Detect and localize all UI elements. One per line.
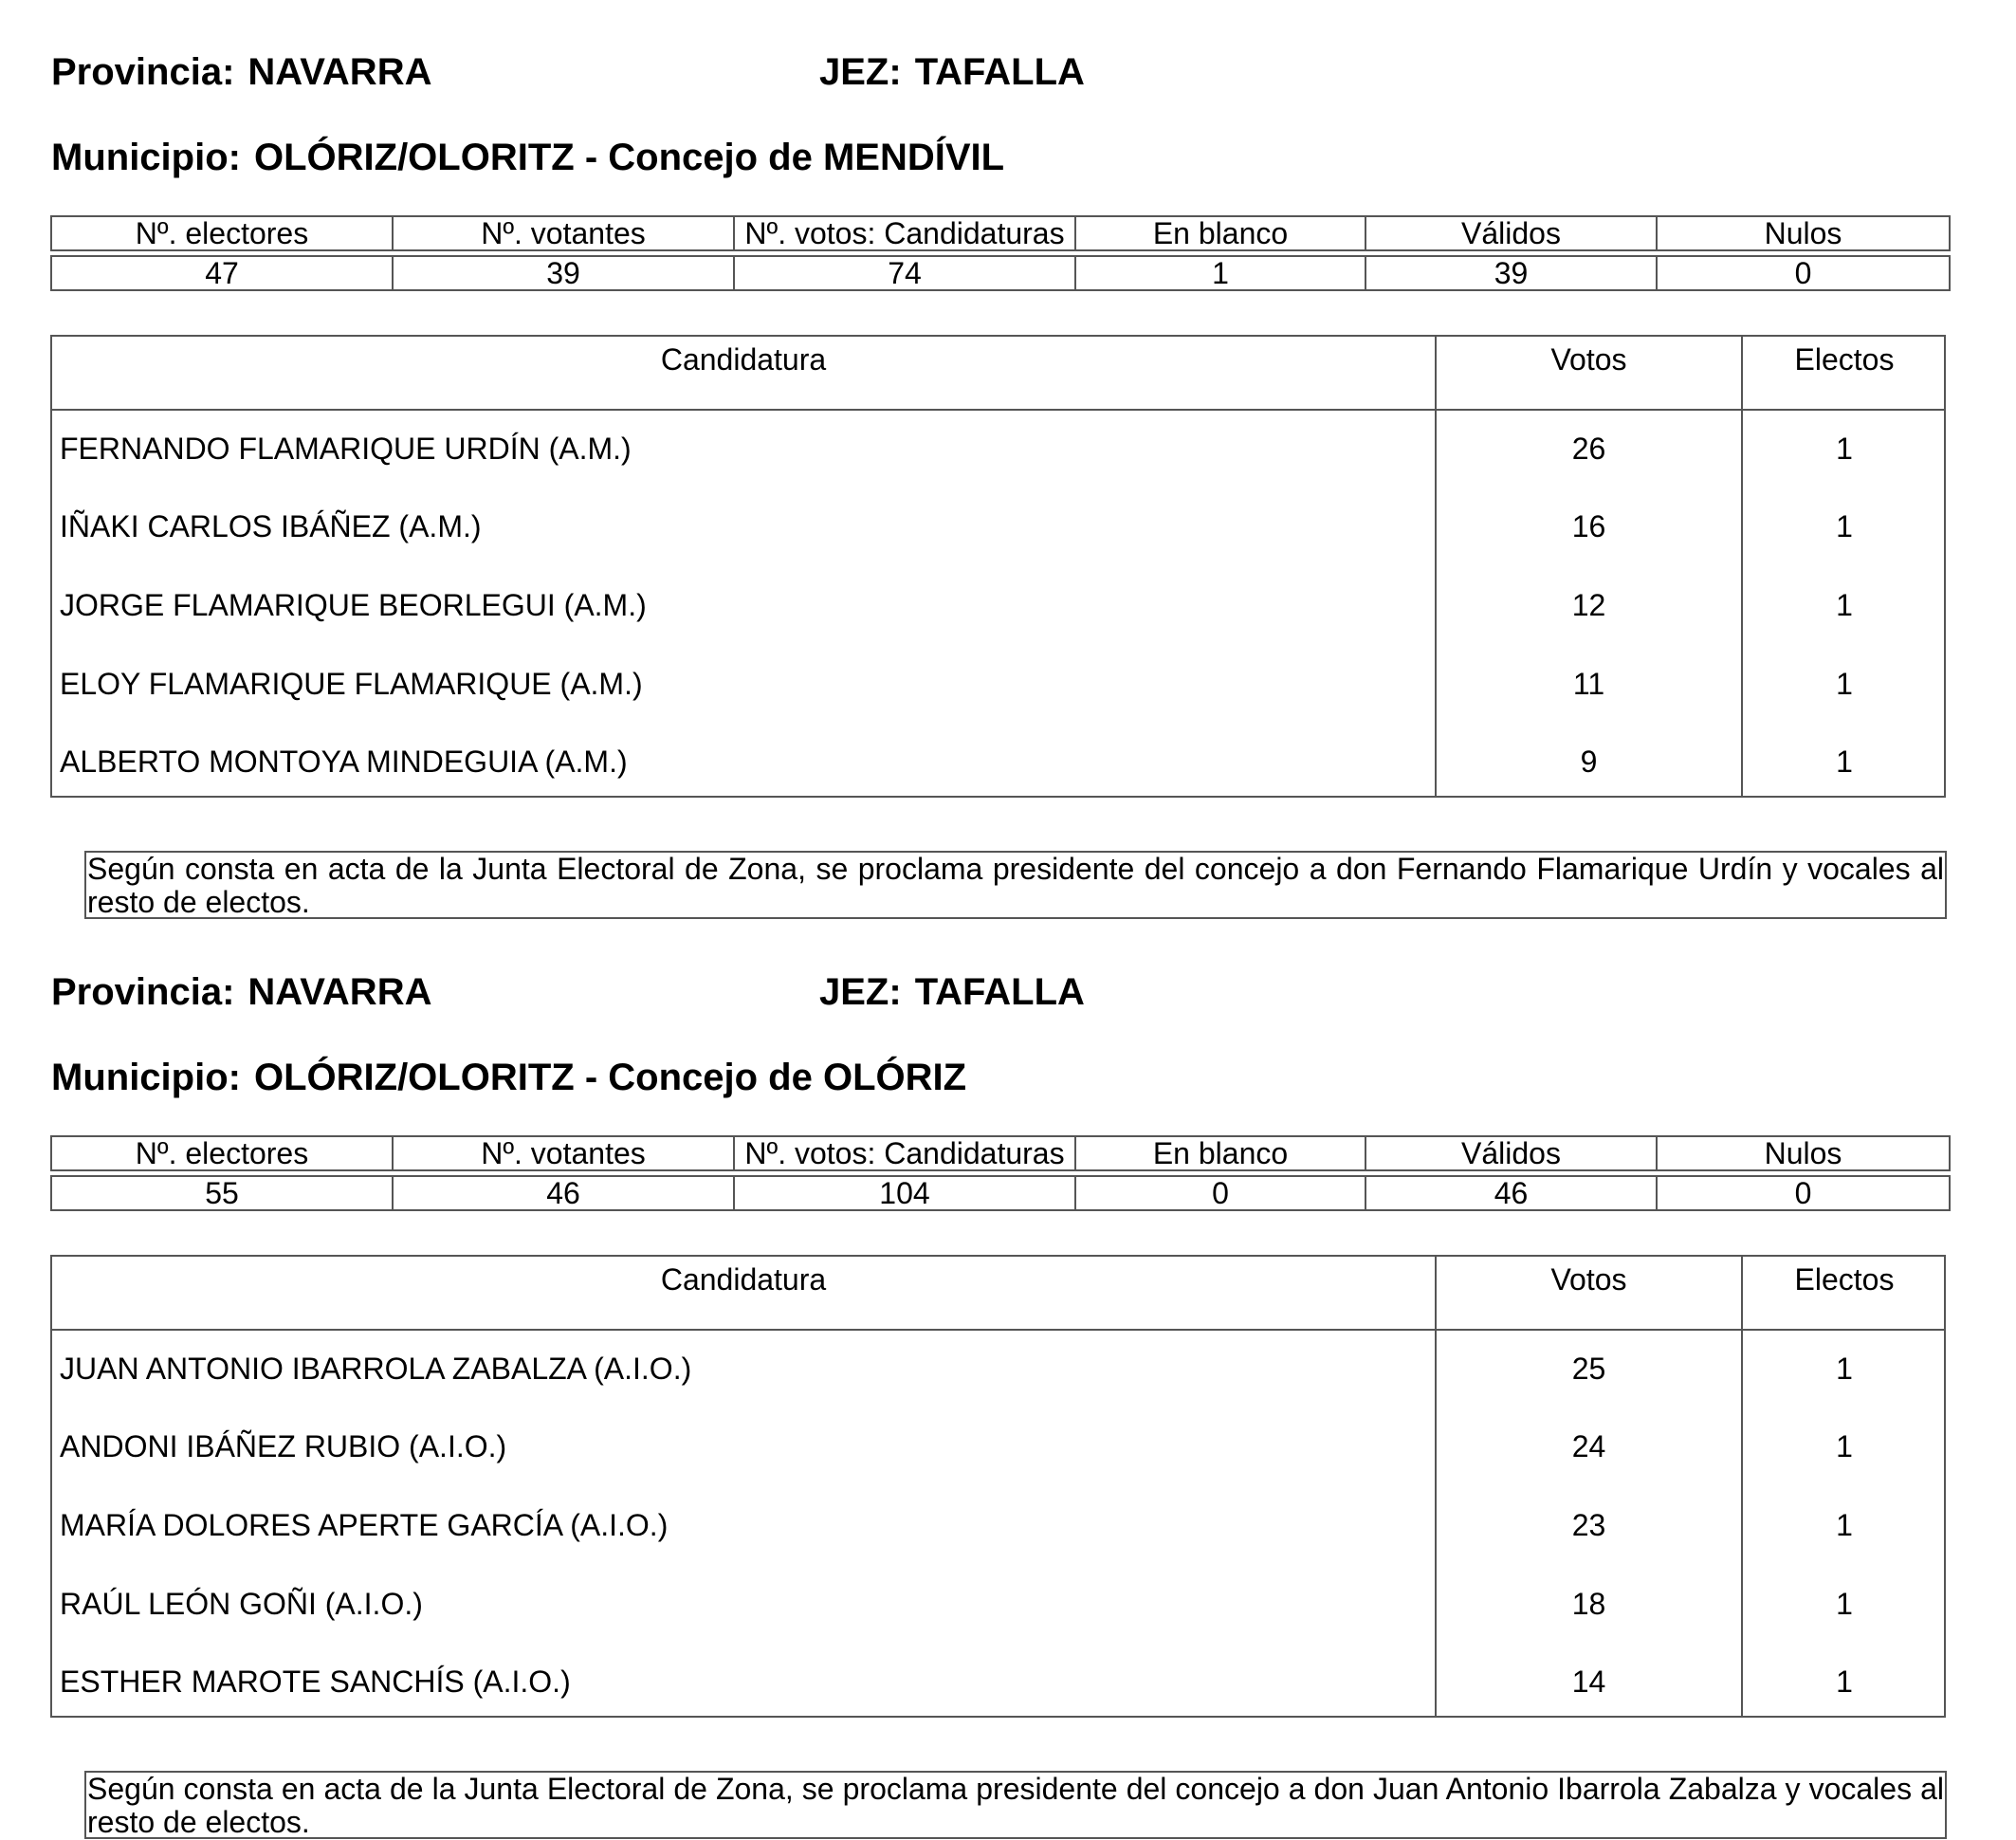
jez-label: JEZ: [819, 971, 902, 1013]
stat-header-electores: Nº. electores [51, 216, 393, 250]
candidate-votes: 14 [1571, 1665, 1606, 1699]
candidate-votes: 11 [1572, 667, 1605, 701]
stat-header-nulos: Nulos [1657, 216, 1950, 250]
candidate-name: MARÍA DOLORES APERTE GARCÍA (A.I.O.) [60, 1508, 669, 1542]
provincia-heading [51, 973, 431, 1011]
stat-value-validos: 46 [1365, 1176, 1657, 1210]
concejo-section-oloriz [0, 920, 2016, 1840]
table-row [52, 411, 1944, 488]
stat-value-votantes: 46 [393, 1176, 734, 1210]
municipio-heading [51, 138, 1004, 176]
provincia-heading [51, 53, 431, 91]
table-row [52, 646, 1944, 724]
stat-value-votos-candidaturas: 74 [734, 256, 1075, 290]
candidate-votes: 9 [1580, 745, 1598, 779]
stat-header-en-blanco: En blanco [1075, 1136, 1365, 1170]
candidates-table [50, 1255, 1946, 1718]
candidate-elected: 1 [1836, 1665, 1853, 1699]
stat-header-nulos: Nulos [1657, 1136, 1950, 1170]
column-header-votos: Votos [1550, 1262, 1627, 1297]
column-header-electos: Electos [1794, 1262, 1895, 1297]
jez-label: JEZ: [819, 51, 902, 93]
provincia-label: Provincia: [51, 971, 235, 1013]
candidate-elected: 1 [1836, 745, 1853, 779]
candidate-elected: 1 [1836, 588, 1853, 622]
table-row [52, 1566, 1944, 1644]
provincia-label: Provincia: [51, 51, 235, 93]
candidate-name: RAÚL LEÓN GOÑI (A.I.O.) [60, 1587, 423, 1621]
candidate-elected: 1 [1836, 1352, 1853, 1386]
table-row [52, 567, 1944, 645]
stats-header-table [50, 215, 1951, 251]
candidate-name: ALBERTO MONTOYA MINDEGUIA (A.M.) [60, 745, 628, 779]
stat-value-nulos: 0 [1657, 256, 1950, 290]
candidate-elected: 1 [1836, 1429, 1853, 1463]
jez-value: TAFALLA [914, 51, 1085, 93]
candidate-elected: 1 [1836, 667, 1853, 701]
candidate-elected: 1 [1836, 1587, 1853, 1621]
stat-value-electores: 55 [51, 1176, 393, 1210]
jez-heading [819, 973, 1085, 1011]
candidate-name: ANDONI IBÁÑEZ RUBIO (A.I.O.) [60, 1429, 507, 1463]
stat-value-votantes: 39 [393, 256, 734, 290]
municipio-value: OLÓRIZ/OLORITZ - Concejo de OLÓRIZ [253, 1057, 967, 1098]
stats-header-table [50, 1135, 1951, 1171]
candidate-name: ELOY FLAMARIQUE FLAMARIQUE (A.M.) [60, 667, 643, 701]
candidates-table [50, 335, 1946, 798]
stat-header-votantes: Nº. votantes [393, 216, 734, 250]
stat-header-votos-candidaturas: Nº. votos: Candidaturas [734, 1136, 1075, 1170]
candidate-elected: 1 [1836, 1508, 1853, 1542]
candidate-name: JORGE FLAMARIQUE BEORLEGUI (A.M.) [60, 588, 647, 622]
candidate-votes: 24 [1571, 1429, 1606, 1463]
stat-header-votos-candidaturas: Nº. votos: Candidaturas [734, 216, 1075, 250]
table-row [52, 1408, 1944, 1486]
proclamation-note: Según consta en acta de la Junta Electoral de Zona, se proclama presidente del concejo a don Fernando Flamarique Urdín y vocales al resto de electos. [84, 851, 1947, 919]
stats-values-table [50, 255, 1951, 291]
stat-value-validos: 39 [1365, 256, 1657, 290]
candidate-votes: 26 [1571, 432, 1606, 466]
jez-heading [819, 53, 1085, 91]
column-header-candidatura: Candidatura [660, 1262, 827, 1297]
stat-header-validos: Válidos [1365, 1136, 1657, 1170]
candidate-name: FERNANDO FLAMARIQUE URDÍN (A.M.) [60, 432, 632, 466]
candidate-name: ESTHER MAROTE SANCHÍS (A.I.O.) [60, 1665, 571, 1699]
municipio-label: Municipio: [51, 1057, 241, 1098]
jez-value: TAFALLA [914, 971, 1085, 1013]
stat-header-en-blanco: En blanco [1075, 216, 1365, 250]
municipio-value: OLÓRIZ/OLORITZ - Concejo de MENDÍVIL [253, 137, 1005, 178]
stats-values-table [50, 1175, 1951, 1211]
proclamation-note: Según consta en acta de la Junta Electoral de Zona, se proclama presidente del concejo a don Juan Antonio Ibarrola Zabalza y vocales al resto de electos. [84, 1771, 1947, 1839]
table-row [52, 1487, 1944, 1565]
stat-value-en-blanco: 1 [1075, 256, 1365, 290]
table-row [52, 1644, 1944, 1721]
candidate-elected: 1 [1836, 509, 1853, 543]
stat-header-validos: Válidos [1365, 216, 1657, 250]
stat-value-votos-candidaturas: 104 [734, 1176, 1075, 1210]
column-header-votos: Votos [1550, 342, 1627, 377]
candidate-name: IÑAKI CARLOS IBÁÑEZ (A.M.) [60, 509, 482, 543]
candidate-votes: 12 [1571, 588, 1606, 622]
stat-header-electores: Nº. electores [51, 1136, 393, 1170]
candidate-votes: 25 [1571, 1352, 1606, 1386]
stat-value-nulos: 0 [1657, 1176, 1950, 1210]
stat-header-votantes: Nº. votantes [393, 1136, 734, 1170]
candidate-votes: 23 [1571, 1508, 1606, 1542]
municipio-heading [51, 1058, 966, 1096]
municipio-label: Municipio: [51, 137, 241, 178]
stat-value-en-blanco: 0 [1075, 1176, 1365, 1210]
stat-value-electores: 47 [51, 256, 393, 290]
candidate-votes: 18 [1571, 1587, 1606, 1621]
candidate-votes: 16 [1571, 509, 1606, 543]
table-row [52, 724, 1944, 801]
table-row [52, 488, 1944, 566]
column-header-candidatura: Candidatura [660, 342, 827, 377]
provincia-value: NAVARRA [247, 971, 432, 1013]
candidate-elected: 1 [1836, 432, 1853, 466]
provincia-value: NAVARRA [247, 51, 432, 93]
column-header-electos: Electos [1794, 342, 1895, 377]
table-row [52, 1331, 1944, 1408]
candidate-name: JUAN ANTONIO IBARROLA ZABALZA (A.I.O.) [60, 1352, 692, 1386]
